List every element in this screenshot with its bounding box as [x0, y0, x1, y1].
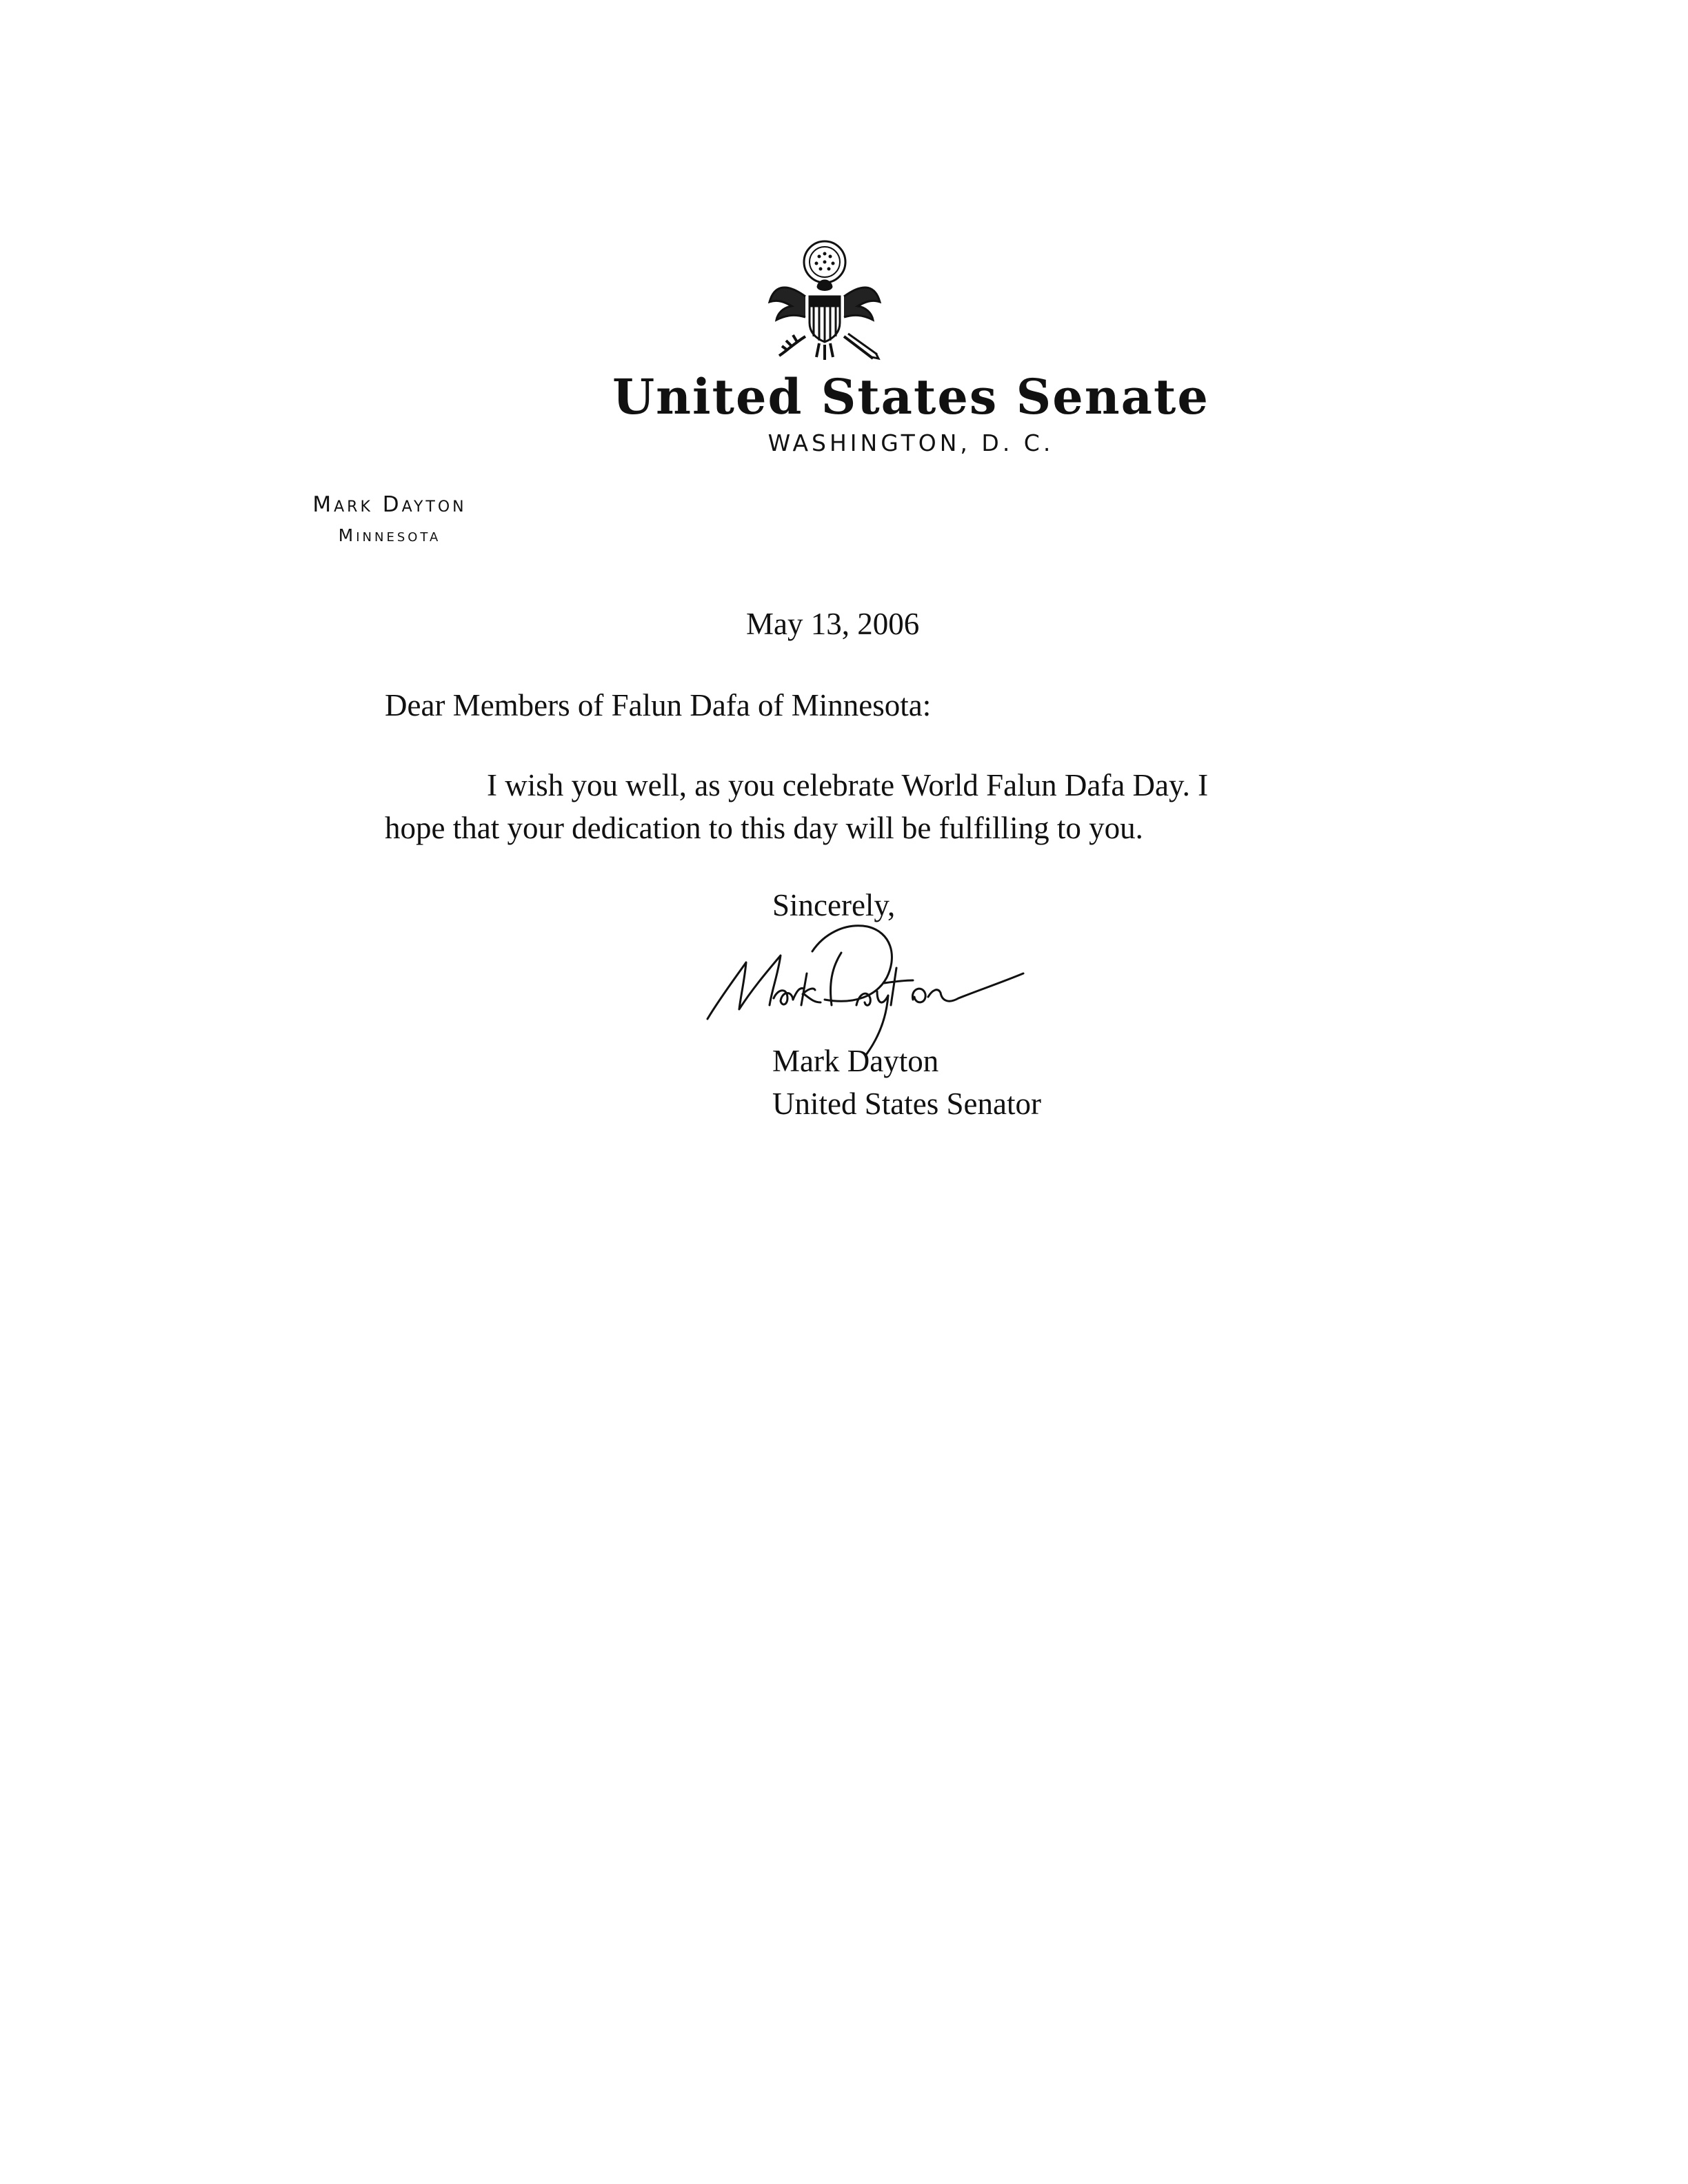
- letter-date: May 13, 2006: [746, 607, 920, 641]
- body-line: hope that your dedication to this day will be fulfilling to you.: [385, 811, 1143, 845]
- salutation: Dear Members of Falun Dafa of Minnesota:: [385, 688, 932, 722]
- letterhead-city: WASHINGTON, D. C.: [767, 429, 1054, 456]
- closing: Sincerely,: [772, 888, 896, 922]
- letterhead-title: United States Senate: [612, 368, 1209, 425]
- sender-state: Minnesota: [338, 525, 441, 545]
- sender-name: Mark Dayton: [312, 492, 467, 517]
- signer-name: Mark Dayton: [772, 1044, 939, 1078]
- body-line: I wish you well, as you celebrate World Falun Dafa Day. I: [487, 768, 1209, 802]
- senate-seal-icon: [764, 233, 885, 364]
- signer-title: United States Senator: [772, 1086, 1041, 1121]
